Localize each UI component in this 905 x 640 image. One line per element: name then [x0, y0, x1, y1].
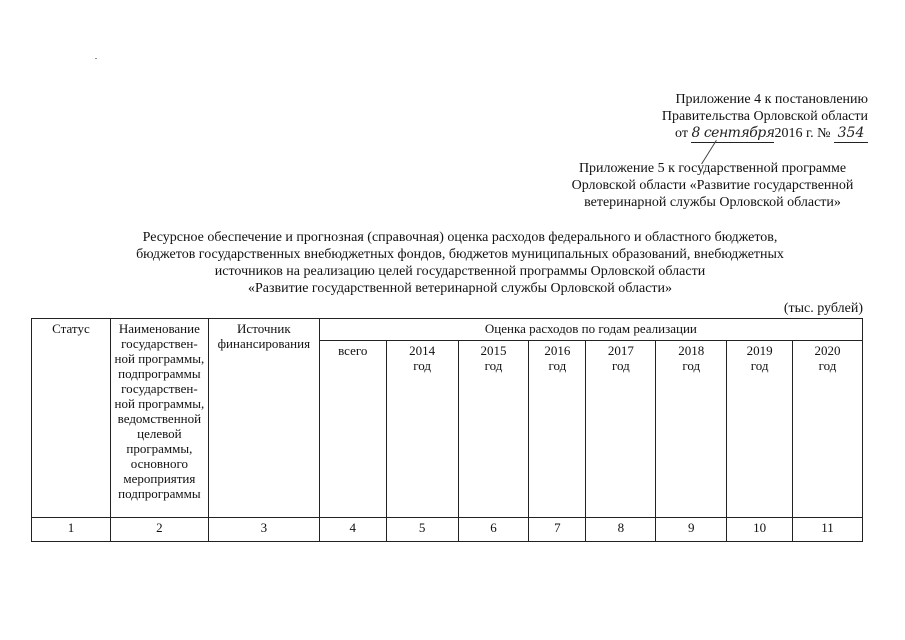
appendix-4-line-3 [662, 125, 868, 143]
header-year-2020 [793, 341, 863, 518]
appendix-4-line-1: Приложение 4 к постановлению [675, 92, 868, 107]
header-name-line: ной программы, [114, 351, 205, 366]
column-number: 6 [458, 518, 529, 542]
appendix-5-line-2: Орловской области «Развитие государственной [571, 178, 854, 193]
column-number: 10 [727, 518, 793, 542]
header-estimate: Оценка расходов по годам реализации [319, 319, 862, 341]
title-line-4: «Развитие государственной ветеринарной службы Орловской области» [247, 281, 673, 296]
year-value: 2014 [409, 343, 436, 358]
title-line-3: источников на реализацию целей государственной программы Орловской области [214, 264, 706, 279]
appendix-4-line-2: Правительства Орловской области [661, 109, 868, 124]
header-source [208, 319, 319, 518]
year-word: год [413, 358, 432, 373]
year-value: 2018 [678, 343, 705, 358]
column-number: 11 [793, 518, 863, 542]
units-label: (тыс. рублей) [783, 301, 863, 316]
header-name-line: Наименование [118, 321, 200, 336]
header-name-line: ной программы, [114, 396, 205, 411]
header-year-2016 [529, 341, 586, 518]
year-value: 2016 [544, 343, 571, 358]
column-number: 1 [32, 518, 111, 542]
header-name-line: подпрограммы [118, 366, 201, 381]
document-title [60, 229, 860, 297]
header-name-line: программы, [126, 441, 193, 456]
title-line-1: Ресурсное обеспечение и прогнозная (справочная) оценка расходов федерального и областного бюджетов, [142, 230, 778, 245]
header-total: всего [319, 341, 386, 518]
handwritten-number: 354 [834, 125, 868, 143]
header-source-line: финансирования [217, 336, 311, 351]
header-row [32, 319, 863, 341]
year-value: 2019 [746, 343, 773, 358]
header-name-line: основного [130, 456, 188, 471]
header-name-line: целевой [137, 426, 182, 441]
title-line-2: бюджетов государственных внебюджетных фондов, бюджетов муниципальных образований, внебюджетных [136, 247, 784, 262]
header-name [110, 319, 208, 518]
header-year-2014 [386, 341, 458, 518]
column-number: 4 [319, 518, 386, 542]
header-year-2017 [586, 341, 656, 518]
expense-table [31, 318, 863, 542]
header-source-line: Источник [237, 321, 291, 336]
appendix-5-header [560, 160, 865, 211]
year-word: год [611, 358, 630, 373]
column-number: 9 [656, 518, 727, 542]
year-value: 2020 [814, 343, 841, 358]
header-year-2018 [656, 341, 727, 518]
column-numbers-row [32, 518, 863, 542]
year-value: 2017 [607, 343, 634, 358]
header-status: Статус [32, 319, 111, 518]
year-word: год [548, 358, 567, 373]
column-number: 3 [208, 518, 319, 542]
column-number: 5 [386, 518, 458, 542]
header-name-line: государствен- [121, 336, 198, 351]
year-word: год [750, 358, 769, 373]
header-name-line: государствен- [121, 381, 198, 396]
column-number: 8 [586, 518, 656, 542]
header-name-line: ведомственной [117, 411, 202, 426]
year-word: год [682, 358, 701, 373]
year-suffix: 2016 г. № [774, 126, 831, 141]
from-label: от [675, 126, 688, 141]
column-number: 7 [529, 518, 586, 542]
scan-speck [95, 58, 97, 59]
header-year-2015 [458, 341, 529, 518]
header-year-2019 [727, 341, 793, 518]
handwritten-date: 8 сентября [691, 125, 775, 141]
header-name-line: подпрограммы [118, 486, 201, 501]
appendix-5-line-1: Приложение 5 к государственной программе [578, 161, 847, 176]
year-word: год [818, 358, 837, 373]
year-word: год [484, 358, 503, 373]
column-number: 2 [110, 518, 208, 542]
appendix-4-header [662, 91, 868, 143]
appendix-5-line-3: ветеринарной службы Орловской области» [584, 195, 841, 210]
year-value: 2015 [480, 343, 507, 358]
header-name-line: мероприятия [123, 471, 196, 486]
